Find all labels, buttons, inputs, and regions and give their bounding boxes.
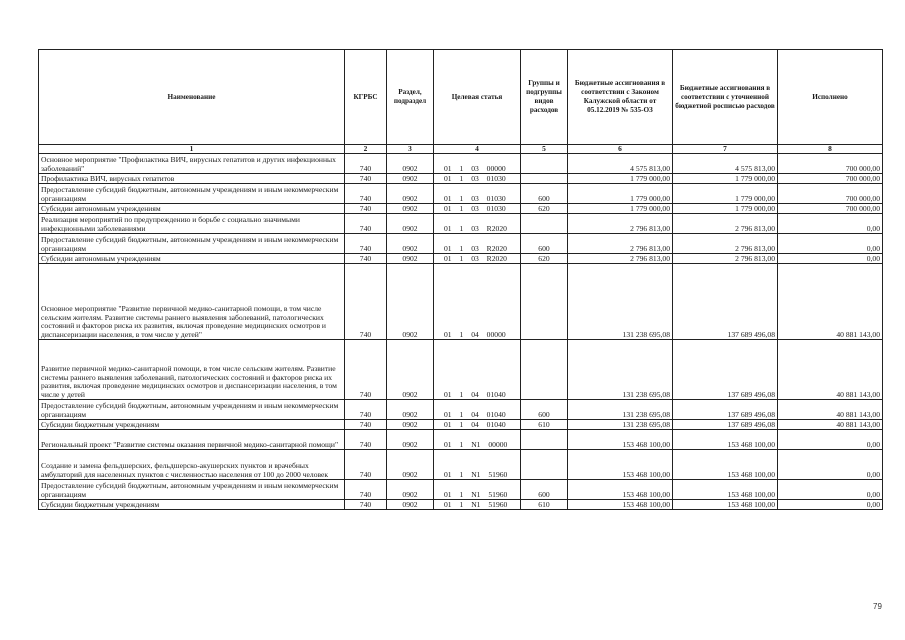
header-budget-refined: Бюджетные ассигнования в соответствии с уточненной бюджетной росписью расходов [673,50,778,145]
column-number: 1 [39,145,345,154]
row-group [521,450,568,480]
table-row [39,174,883,184]
row-section: 0902 [387,430,434,450]
header-name: Наименование [39,50,345,145]
table-row [39,420,883,430]
table-row [39,214,883,234]
row-executed: 0,00 [778,500,883,510]
row-group [521,154,568,174]
row-section: 0902 [387,264,434,340]
column-number: 5 [521,145,568,154]
row-budget-refined: 2 796 813,00 [673,214,778,234]
row-kgrbs: 740 [345,480,387,500]
row-section: 0902 [387,234,434,254]
row-name: Создание и замена фельдшерских, фельдшерско-акушерских пунктов и врачебных амбулаторий для населенных пунктов с численностью населения от 100 до 2000 человек [39,450,345,480]
row-group [521,430,568,450]
row-budget-law: 1 779 000,00 [568,204,673,214]
row-executed: 0,00 [778,214,883,234]
table-row [39,480,883,500]
row-budget-law: 131 238 695,08 [568,340,673,400]
header-budget-law: Бюджетные ассигнования в соответствии с Законом Калужской области от 05.12.2019 № 535-ОЗ [568,50,673,145]
row-section: 0902 [387,204,434,214]
row-executed: 0,00 [778,450,883,480]
row-name: Предоставление субсидий бюджетным, автономным учреждениям и иным некоммерческим организациям [39,480,345,500]
row-executed: 700 000,00 [778,184,883,204]
row-budget-law: 2 796 813,00 [568,214,673,234]
row-kgrbs: 740 [345,214,387,234]
row-target: 01 1 N1 00000 [434,430,521,450]
row-budget-refined: 2 796 813,00 [673,254,778,264]
row-executed: 40 881 143,00 [778,420,883,430]
budget-table [38,49,883,510]
row-budget-law: 2 796 813,00 [568,234,673,254]
row-budget-refined: 153 468 100,00 [673,480,778,500]
row-group [521,340,568,400]
row-executed: 700 000,00 [778,174,883,184]
header-section: Раздел, подраздел [387,50,434,145]
row-kgrbs: 740 [345,234,387,254]
row-budget-refined: 153 468 100,00 [673,430,778,450]
row-section: 0902 [387,154,434,174]
table-row [39,254,883,264]
row-kgrbs: 740 [345,400,387,420]
row-budget-law: 131 238 695,08 [568,420,673,430]
row-kgrbs: 740 [345,264,387,340]
row-target: 01 1 03 01030 [434,184,521,204]
row-name: Субсидии автономным учреждениям [39,254,345,264]
header-row [39,50,883,145]
row-executed: 40 881 143,00 [778,400,883,420]
row-name: Развитие первичной медико-санитарной помощи, в том числе сельским жителям. Развитие системы раннего выявления заболеваний, патологических состояний и факторов риска их развития, включая проведение медицинских осмотров и диспансеризации населения, в том числе у детей [39,340,345,400]
row-group: 600 [521,480,568,500]
row-budget-refined: 153 468 100,00 [673,450,778,480]
row-group [521,214,568,234]
row-kgrbs: 740 [345,204,387,214]
row-budget-law: 4 575 813,00 [568,154,673,174]
row-budget-law: 153 468 100,00 [568,500,673,510]
row-section: 0902 [387,254,434,264]
row-budget-refined: 1 779 000,00 [673,184,778,204]
row-budget-refined: 2 796 813,00 [673,234,778,254]
row-kgrbs: 740 [345,500,387,510]
table-row [39,264,883,340]
row-executed: 700 000,00 [778,204,883,214]
row-budget-refined: 137 689 496,08 [673,340,778,400]
row-target: 01 1 04 00000 [434,264,521,340]
row-executed: 0,00 [778,234,883,254]
row-target: 01 1 04 01040 [434,340,521,400]
row-kgrbs: 740 [345,450,387,480]
row-section: 0902 [387,184,434,204]
row-kgrbs: 740 [345,420,387,430]
column-number: 3 [387,145,434,154]
row-group: 600 [521,234,568,254]
row-executed: 700 000,00 [778,154,883,174]
row-section: 0902 [387,480,434,500]
header-kgrbs: КГРБС [345,50,387,145]
row-executed: 40 881 143,00 [778,340,883,400]
row-group: 610 [521,420,568,430]
table-row [39,450,883,480]
row-group [521,174,568,184]
column-number: 8 [778,145,883,154]
row-target: 01 1 N1 51960 [434,500,521,510]
row-kgrbs: 740 [345,184,387,204]
table-row [39,184,883,204]
table-row [39,340,883,400]
row-name: Субсидии бюджетным учреждениям [39,500,345,510]
table-row [39,430,883,450]
row-target: 01 1 03 R2020 [434,254,521,264]
row-executed: 0,00 [778,430,883,450]
table-row [39,400,883,420]
row-budget-refined: 137 689 496,08 [673,264,778,340]
row-target: 01 1 04 01040 [434,400,521,420]
row-executed: 0,00 [778,480,883,500]
row-group: 600 [521,400,568,420]
row-kgrbs: 740 [345,430,387,450]
row-section: 0902 [387,420,434,430]
row-executed: 40 881 143,00 [778,264,883,340]
row-target: 01 1 N1 51960 [434,450,521,480]
column-number-row [39,145,883,154]
row-target: 01 1 03 00000 [434,154,521,174]
row-budget-refined: 137 689 496,08 [673,400,778,420]
row-budget-refined: 137 689 496,08 [673,420,778,430]
row-budget-law: 1 779 000,00 [568,184,673,204]
row-budget-law: 1 779 000,00 [568,174,673,184]
row-group: 620 [521,204,568,214]
row-name: Реализация мероприятий по предупреждению и борьбе с социально значимыми инфекционными заболеваниями [39,214,345,234]
header-groups: Группы и подгруппы видов расходов [521,50,568,145]
row-budget-law: 131 238 695,08 [568,400,673,420]
row-group: 610 [521,500,568,510]
row-section: 0902 [387,174,434,184]
row-name: Основное мероприятие "Развитие первичной медико-санитарной помощи, в том числе сельским жителям. Развитие системы раннего выявления заболеваний, патологических состояний и факторов риска их развития, включая проведение медицинских осмотров и диспансеризации населения, в том числе у детей" [39,264,345,340]
row-name: Субсидии автономным учреждениям [39,204,345,214]
column-number: 2 [345,145,387,154]
row-kgrbs: 740 [345,174,387,184]
table-row [39,500,883,510]
row-section: 0902 [387,340,434,400]
row-section: 0902 [387,500,434,510]
table-row [39,154,883,174]
row-budget-law: 153 468 100,00 [568,450,673,480]
row-budget-refined: 1 779 000,00 [673,204,778,214]
row-budget-refined: 4 575 813,00 [673,154,778,174]
row-target: 01 1 03 01030 [434,174,521,184]
row-target: 01 1 03 R2020 [434,234,521,254]
row-section: 0902 [387,450,434,480]
row-target: 01 1 03 R2020 [434,214,521,234]
row-target: 01 1 03 01030 [434,204,521,214]
row-name: Региональный проект "Развитие системы оказания первичной медико-санитарной помощи" [39,430,345,450]
row-name: Основное мероприятие "Профилактика ВИЧ, вирусных гепатитов и других инфекционных заболеваний" [39,154,345,174]
row-group [521,264,568,340]
column-number: 6 [568,145,673,154]
table-body [39,154,883,510]
header-target: Целевая статья [434,50,521,145]
row-group: 600 [521,184,568,204]
row-kgrbs: 740 [345,154,387,174]
row-name: Предоставление субсидий бюджетным, автономным учреждениям и иным некоммерческим организациям [39,184,345,204]
budget-table-sheet [38,49,882,510]
row-target: 01 1 N1 51960 [434,480,521,500]
row-group: 620 [521,254,568,264]
row-budget-law: 131 238 695,08 [568,264,673,340]
row-name: Предоставление субсидий бюджетным, автономным учреждениям и иным некоммерческим организациям [39,400,345,420]
row-budget-law: 2 796 813,00 [568,254,673,264]
table-row [39,204,883,214]
row-section: 0902 [387,400,434,420]
row-budget-law: 153 468 100,00 [568,430,673,450]
row-budget-law: 153 468 100,00 [568,480,673,500]
row-kgrbs: 740 [345,254,387,264]
row-budget-refined: 153 468 100,00 [673,500,778,510]
row-name: Субсидии бюджетным учреждениям [39,420,345,430]
column-number: 7 [673,145,778,154]
column-number: 4 [434,145,521,154]
row-name: Предоставление субсидий бюджетным, автономным учреждениям и иным некоммерческим организациям [39,234,345,254]
row-section: 0902 [387,214,434,234]
row-name: Профилактика ВИЧ, вирусных гепатитов [39,174,345,184]
row-target: 01 1 04 01040 [434,420,521,430]
row-kgrbs: 740 [345,340,387,400]
row-budget-refined: 1 779 000,00 [673,174,778,184]
page-number: 79 [873,602,882,611]
table-row [39,234,883,254]
row-executed: 0,00 [778,254,883,264]
header-executed: Исполнено [778,50,883,145]
